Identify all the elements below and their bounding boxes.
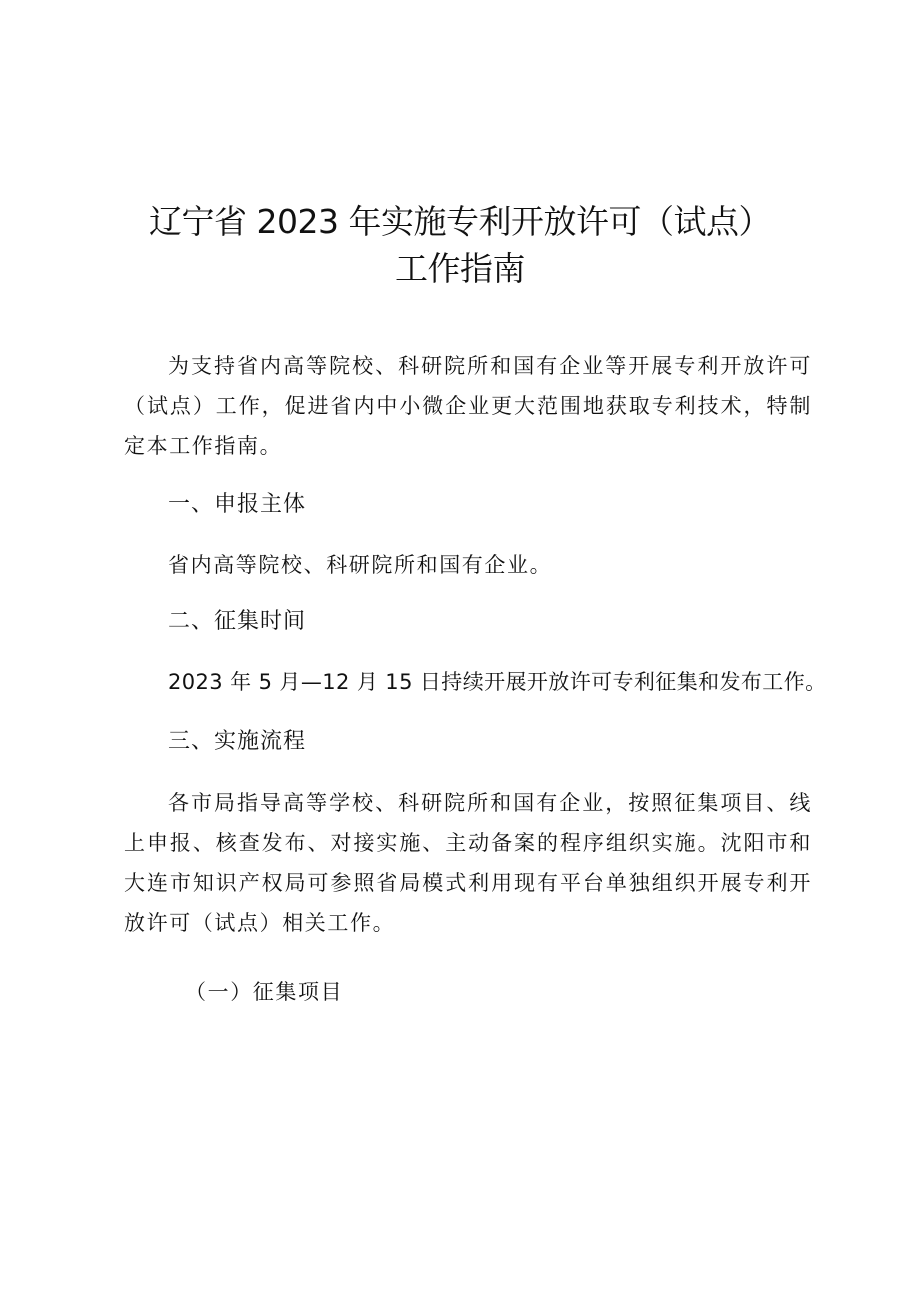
intro-paragraph: 为支持省内高等院校、科研院所和国有企业等开展专利开放许可（试点）工作，促进省内中小微企业更大范围地获取专利技术，特制定本工作指南。 (124, 354, 812, 458)
document-title-line-1: 辽宁省 2023 年实施专利开放许可（试点） (149, 202, 771, 241)
section-text-procedure: 各市局指导高等学校、科研院所和国有企业，按照征集项目、线上申报、核查发布、对接实施、主动备案的程序组织实施。沈阳市和大连市知识产权局可参照省局模式利用现有平台单独组织开展专利开放许可（试点）相关工作。 (124, 791, 812, 935)
section-text-collection-time: 2023 年 5 月—12 月 15 日持续开展开放许可专利征集和发布工作。 (168, 670, 827, 694)
section-heading-applicant: 一、申报主体 (168, 492, 307, 517)
section-text-applicant: 省内高等院校、科研院所和国有企业。 (168, 553, 553, 577)
subheading-collection-items: （一）征集项目 (185, 980, 344, 1004)
section-heading-procedure: 三、实施流程 (168, 729, 307, 754)
section-heading-collection-time: 二、征集时间 (168, 609, 307, 634)
document-title-line-2: 工作指南 (395, 249, 525, 288)
